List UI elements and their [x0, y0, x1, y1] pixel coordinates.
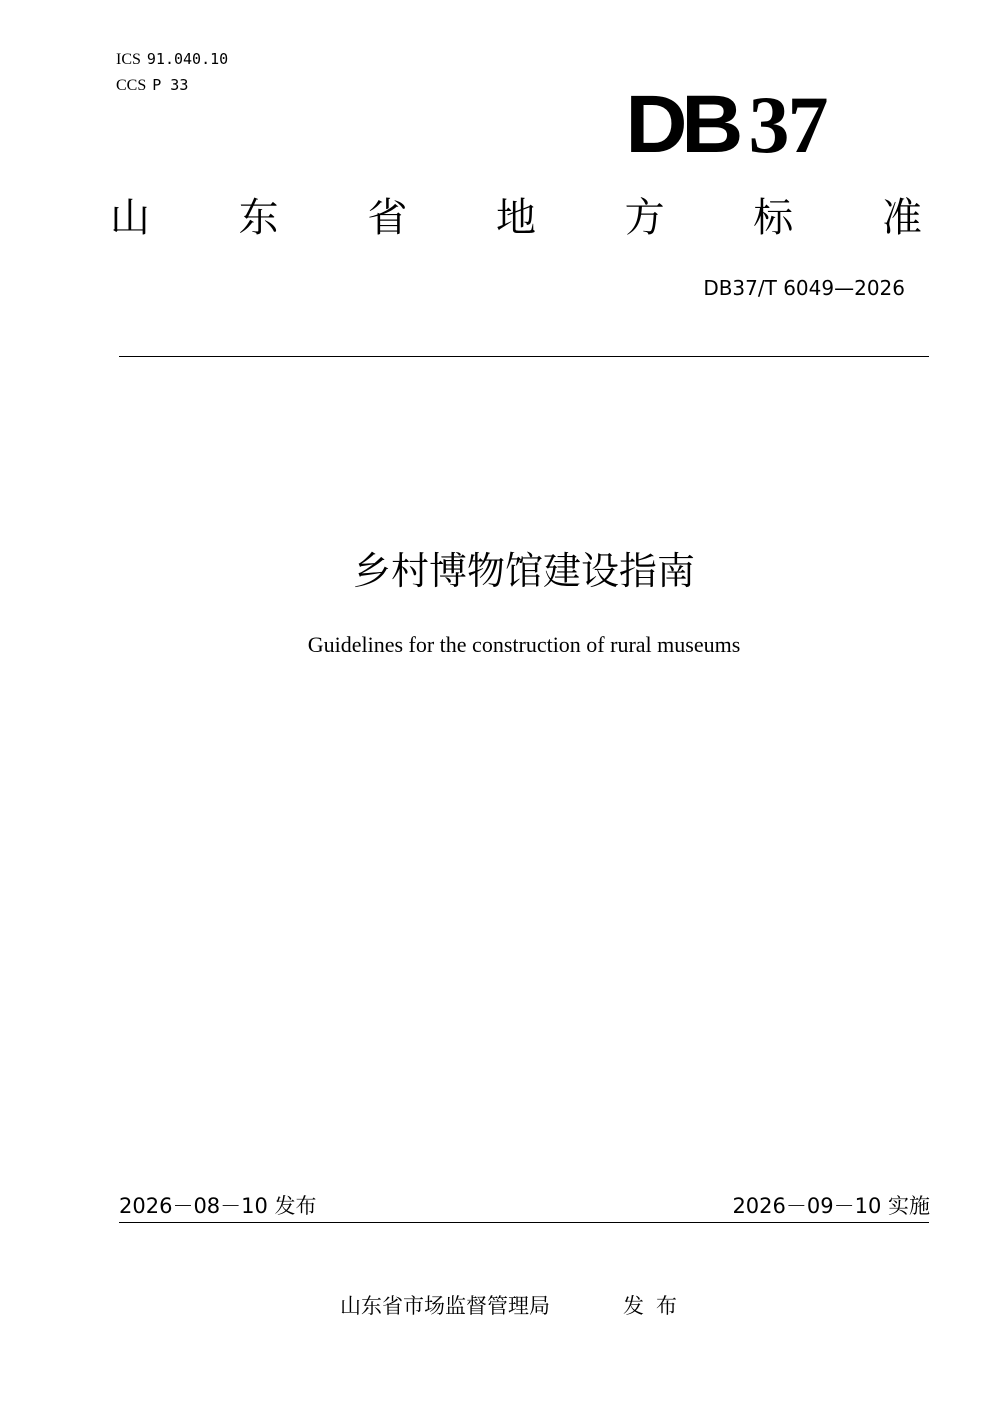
document-title-english: Guidelines for the construction of rural museums — [307, 632, 741, 657]
standard-type-char: 准 — [881, 195, 922, 241]
standard-type-heading — [110, 192, 922, 244]
db37-logo — [625, 79, 827, 170]
db-logo-number: 37 — [748, 79, 827, 170]
publish-label: 发布 — [623, 1294, 689, 1318]
standard-type-char: 地 — [495, 195, 536, 241]
ccs-code — [116, 75, 188, 96]
implementation-date: 2026－09－10 实施 — [732, 1194, 930, 1218]
ccs-label: CCS — [116, 77, 147, 94]
db-logo-letters: DB — [625, 79, 738, 170]
standard-type-char: 东 — [238, 195, 279, 241]
publisher-name: 山东省市场监督管理局 — [340, 1294, 550, 1318]
issue-date: 2026－08－10 发布 — [119, 1194, 317, 1218]
document-title-chinese: 乡村博物馆建设指南 — [352, 549, 695, 593]
top-divider — [119, 356, 929, 357]
ics-value: 91.040.10 — [146, 50, 229, 68]
standard-type-char: 方 — [624, 195, 665, 241]
ics-label: ICS — [116, 51, 141, 68]
standard-number: DB37/T 6049—2026 — [703, 276, 905, 300]
ics-code — [116, 49, 228, 70]
ccs-value: P 33 — [152, 76, 189, 94]
standard-type-char: 山 — [110, 195, 150, 241]
standard-type-char: 省 — [367, 195, 408, 241]
standard-type-char: 标 — [753, 195, 794, 241]
bottom-divider — [119, 1222, 929, 1223]
